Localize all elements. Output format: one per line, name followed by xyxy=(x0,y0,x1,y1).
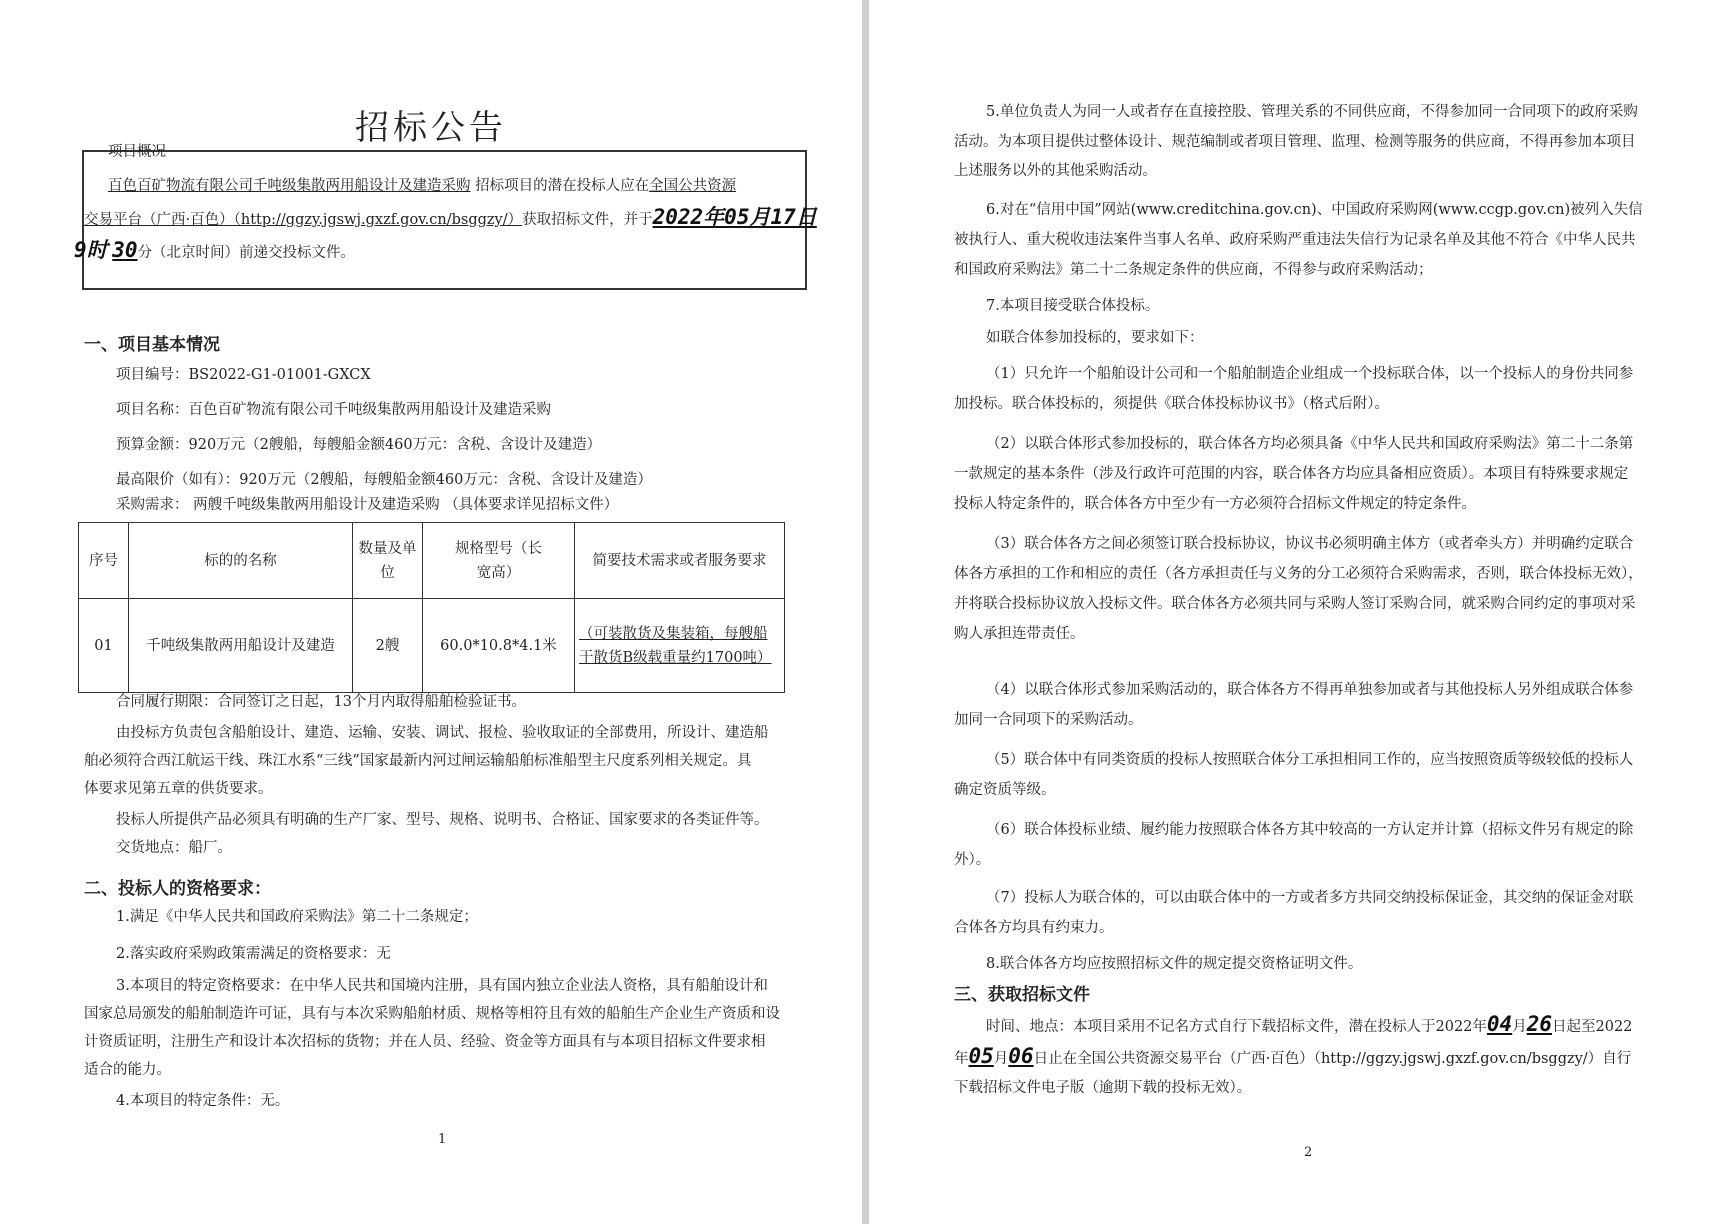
table-header-row xyxy=(79,523,785,599)
sec1-line: 预算金额：920万元（2艘船，每艘船金额460万元：含税、含设计及建造） xyxy=(116,437,602,453)
sec3-text: 日起至2022 xyxy=(1552,1019,1633,1035)
sec3-line-3: 下载招标文件电子版（逾期下载的投标无效）。 xyxy=(954,1080,1252,1096)
overview-text-1: 招标项目的潜在投标人应在 xyxy=(475,178,650,194)
overview-line-3 xyxy=(74,240,355,263)
cell-name: 千吨级集散两用船设计及建造 xyxy=(129,599,353,693)
after-table-line: 投标人所提供产品必须具有明确的生产厂家、型号、规格、说明书、合格证、国家要求的各类证件等。 xyxy=(116,812,769,828)
p2-line: 外）。 xyxy=(954,852,991,868)
sec3-text: 月 xyxy=(993,1051,1009,1067)
cell-no: 01 xyxy=(79,599,129,693)
table-header: 规格型号（长宽高） xyxy=(423,523,575,599)
after-table-line: 由投标方负责包含船舶设计、建造、运输、安装、调试、报检、验收取证的全部费用，所设计、建造船 xyxy=(116,725,769,741)
p2-line: 体各方承担的工作和相应的责任（各方承担责任与义务的分工必须符合采购需求，否则，联合体投标无效）， xyxy=(954,566,1643,582)
p2-line: （3）联合体各方之间必须签订联合投标协议，协议书必须明确主体方（或者牵头方）并明确约定联合 xyxy=(986,536,1634,552)
p2-line: （2）以联合体形式参加投标的，联合体各方均必须具备《中华人民共和国政府采购法》第二十二条第 xyxy=(986,436,1634,452)
p2-line: 如联合体参加投标的，要求如下： xyxy=(986,330,1204,346)
sec2-line: 计资质证明，注册生产和设计本次招标的货物；并在人员、经验、资金等方面具有与本项目招标文件要求相 xyxy=(84,1034,766,1050)
sec1-line: 最高限价（如有）：920万元（2艘船，每艘船金额460万元：含税、含设计及建造） xyxy=(116,472,652,488)
after-table-line: 合同履行期限：合同签订之日起，13个月内取得船舶检验证书。 xyxy=(116,694,526,710)
sec2-line: 4.本项目的特定条件：无。 xyxy=(116,1093,290,1109)
document-page-1 xyxy=(0,0,862,1224)
sec2-line: 1.满足《中华人民共和国政府采购法》第二十二条规定； xyxy=(116,909,478,925)
cell-requirement: （可装散货及集装箱，每艘船干散货B级载重量约1700吨） xyxy=(575,599,785,693)
document-page-2 xyxy=(869,0,1731,1224)
handwritten-day-1: 26 xyxy=(1526,1012,1552,1036)
p2-line: （7）投标人为联合体的，可以由联合体中的一方或者多方共同交纳投标保证金，其交纳的保证金对联 xyxy=(986,890,1634,906)
sec2-line: 2.落实政府采购政策需满足的资格要求：无 xyxy=(116,946,391,962)
overview-line-2 xyxy=(84,207,817,230)
p2-line: 8.联合体各方均应按照招标文件的规定提交资格证明文件。 xyxy=(986,956,1363,972)
sec3-text: 日止在全国公共资源交易平台（广西·百色）（http://ggzy.jgswj.gxzf.gov.cn/bsggzy/）自行 xyxy=(1033,1051,1632,1067)
table-header: 序号 xyxy=(79,523,129,599)
overview-text-2: 获取招标文件，并于 xyxy=(522,212,653,228)
project-name: 百色百矿物流有限公司千吨级集散两用船设计及建造采购 xyxy=(108,178,471,194)
section-2-heading: 二、投标人的资格要求： xyxy=(84,879,271,899)
p2-line: 被执行人、重大税收违法案件当事人名单、政府采购严重违法失信行为记录名单及其他不符合《中华人民共 xyxy=(954,232,1636,248)
platform-name-2: 交易平台（广西·百色） xyxy=(84,212,234,228)
p2-line: 5.单位负责人为同一人或者存在直接控股、管理关系的不同供应商，不得参加同一合同项下的政府采购 xyxy=(986,104,1638,120)
p2-line: 并将联合投标协议放入投标文件。联合体各方必须共同与采购人签订采购合同，就采购合同约定的事项对采 xyxy=(954,596,1636,612)
overview-text-3: 分（北京时间）前递交投标文件。 xyxy=(137,245,356,261)
sec3-line-1 xyxy=(986,1014,1632,1037)
overview-label: 项目概况 xyxy=(108,144,166,160)
p2-line: 7.本项目接受联合体投标。 xyxy=(986,298,1160,314)
sec2-line: 适合的能力。 xyxy=(84,1062,171,1078)
handwritten-day-2: 06 xyxy=(1008,1044,1034,1068)
section-1-heading: 一、项目基本情况 xyxy=(84,335,220,355)
sec2-line: 3.本项目的特定资格要求：在中华人民共和国境内注册，具有国内独立企业法人资格，具有船舶设计和 xyxy=(116,978,768,994)
p2-line: 上述服务以外的其他采购活动。 xyxy=(954,163,1157,179)
cell-qty: 2艘 xyxy=(353,599,423,693)
page-gutter xyxy=(862,0,869,1224)
p2-line: 合体各方均具有约束力。 xyxy=(954,920,1114,936)
table-header: 标的的名称 xyxy=(129,523,353,599)
sec3-line-2 xyxy=(954,1046,1631,1069)
p2-line: （4）以联合体形式参加采购活动的，联合体各方不得再单独参加或者与其他投标人另外组成联合体参 xyxy=(986,682,1634,698)
sec3-text: 年 xyxy=(954,1051,969,1067)
page-number: 1 xyxy=(438,1132,447,1147)
overview-line-1 xyxy=(108,176,736,196)
p2-line: 一款规定的基本条件（涉及行政许可范围的内容，联合体各方均应具备相应资质）。本项目有特殊要求规定 xyxy=(954,466,1629,482)
p2-line: 确定资质等级。 xyxy=(954,782,1056,798)
table-header: 数量及单位 xyxy=(353,523,423,599)
page-number: 2 xyxy=(1304,1145,1313,1160)
handwritten-month-2: 05 xyxy=(968,1044,994,1068)
after-table-line: 交货地点：船厂。 xyxy=(116,840,232,856)
handwritten-minute: 30 xyxy=(112,238,138,262)
section-3-heading: 三、获取招标文件 xyxy=(954,985,1090,1005)
p2-line: （1）只允许一个船舶设计公司和一个船舶制造企业组成一个投标联合体，以一个投标人的身份共同参 xyxy=(986,366,1634,382)
handwritten-month-1: 04 xyxy=(1486,1012,1513,1036)
sec1-line: 采购需求： 两艘千吨级集散两用船设计及建造采购 （具体要求详见招标文件） xyxy=(116,497,619,513)
p2-line: （6）联合体投标业绩、履约能力按照联合体各方其中较高的一方认定并计算（招标文件另有规定的除 xyxy=(986,822,1634,838)
sec3-text: 月 xyxy=(1512,1019,1527,1035)
after-table-line: 舶必须符合西江航运干线、珠江水系“三线”国家最新内河过闸运输船舶标准船型主尺度系列相关规定。具 xyxy=(84,753,752,769)
platform-name: 全国公共资源 xyxy=(649,178,737,194)
sec3-text: 时间、地点：本项目采用不记名方式自行下载招标文件，潜在投标人于2022年 xyxy=(986,1019,1487,1035)
handwritten-date: 2022年05月17日 xyxy=(652,205,817,229)
p2-line: 加投标。联合体投标的，须提供《联合体投标协议书》（格式后附）。 xyxy=(954,396,1389,412)
page-title: 招标公告 xyxy=(355,108,507,148)
p2-line: 加同一合同项下的采购活动。 xyxy=(954,712,1143,728)
table-row xyxy=(79,599,785,693)
sec2-line: 国家总局颁发的船舶制造许可证，具有与本次采购船舶材质、规格等相符且有效的船舶生产企业生产资质和设 xyxy=(84,1006,780,1022)
cell-spec: 60.0*10.8*4.1米 xyxy=(423,599,575,693)
p2-line: 活动。为本项目提供过整体设计、规范编制或者项目管理、监理、检测等服务的供应商，不得再参加本项目 xyxy=(954,134,1636,150)
table-header: 简要技术需求或者服务要求 xyxy=(575,523,785,599)
platform-url: （http://ggzy.jgswj.gxzf.gov.cn/bsggzy/） xyxy=(233,212,523,228)
sec1-line: 项目编号：BS2022-G1-01001-GXCX xyxy=(116,367,371,383)
p2-line: （5）联合体中有同类资质的投标人按照联合体分工承担相同工作的，应当按照资质等级较低的投标人 xyxy=(986,752,1634,768)
after-table-line: 体要求见第五章的供货要求。 xyxy=(84,781,273,797)
p2-line: 6.对在“信用中国”网站(www.creditchina.gov.cn)、中国政府采购网(www.ccgp.gov.cn)被列入失信 xyxy=(986,202,1643,218)
p2-line: 和国政府采购法》第二十二条规定条件的供应商，不得参与政府采购活动； xyxy=(954,262,1433,278)
p2-line: 投标人特定条件的，联合体各方中至少有一方必须符合招标文件规定的特定条件。 xyxy=(954,496,1476,512)
sec1-line: 项目名称：百色百矿物流有限公司千吨级集散两用船设计及建造采购 xyxy=(116,402,551,418)
procurement-table xyxy=(78,522,785,693)
p2-line: 购人承担连带责任。 xyxy=(954,626,1085,642)
handwritten-hour: 9时 xyxy=(74,238,108,262)
